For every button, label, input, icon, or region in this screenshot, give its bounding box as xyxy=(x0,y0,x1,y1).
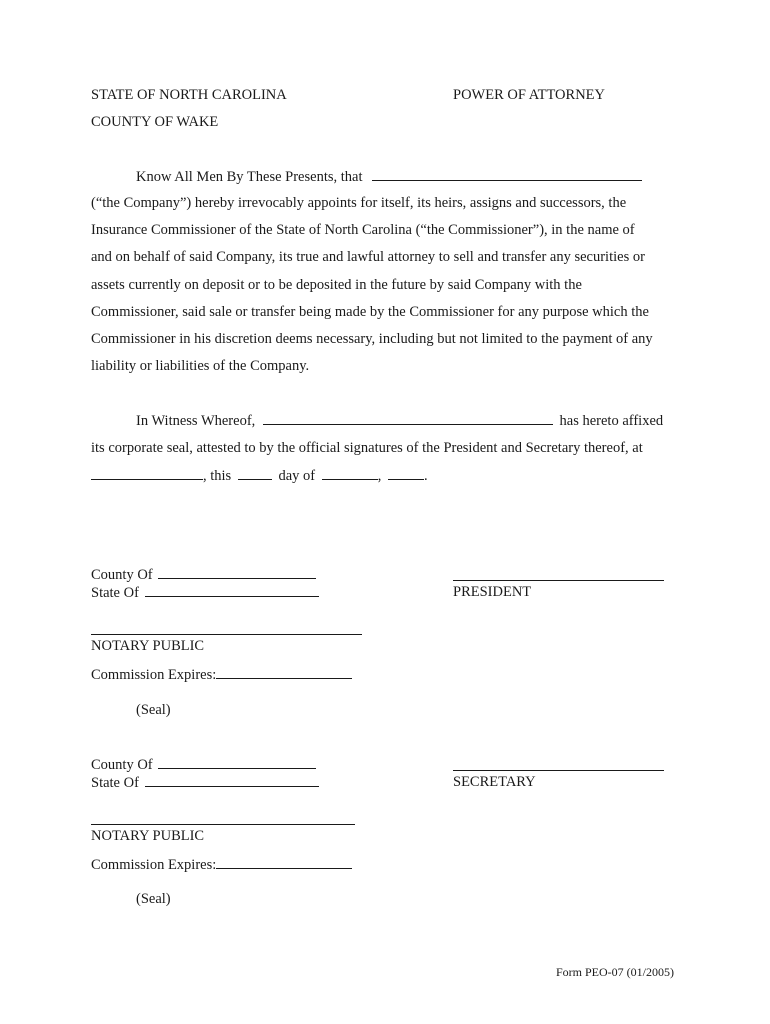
president-label: PRESIDENT xyxy=(453,584,532,600)
day-blank[interactable] xyxy=(238,466,272,480)
witness-intro: In Witness Whereof, xyxy=(136,413,256,429)
comma-text: , xyxy=(377,468,382,484)
form-id: Form PEO-07 (01/2005) xyxy=(556,965,674,979)
commission-label-2: Commission Expires: xyxy=(91,857,217,873)
period-text: . xyxy=(423,468,428,484)
paragraph1-line: and on behalf of said Company, its true and lawful attorney to sell and transfer any securities or xyxy=(91,249,645,266)
location-blank[interactable] xyxy=(91,466,203,480)
state-of-label-2: State Of xyxy=(91,775,139,791)
county-of-blank-2[interactable] xyxy=(158,755,316,769)
state-of-label-1: State Of xyxy=(91,585,139,601)
witness-after-blank: has hereto affixed xyxy=(559,413,664,429)
paragraph1-body xyxy=(91,194,691,384)
state-of-blank-2[interactable] xyxy=(145,773,319,787)
document-title: POWER OF ATTORNEY xyxy=(453,87,605,103)
commission-label-1: Commission Expires: xyxy=(91,667,217,683)
paragraph1-line: liability or liabilities of the Company. xyxy=(91,358,310,375)
county-heading: COUNTY OF WAKE xyxy=(91,114,219,130)
paragraph1-intro-text: Know All Men By These Presents, that xyxy=(136,169,363,185)
notary-signature-line-2[interactable] xyxy=(91,824,355,825)
paragraph1-line: Insurance Commissioner of the State of North Carolina (“the Commissioner”), in the name of xyxy=(91,222,635,239)
company-name-blank[interactable] xyxy=(372,167,642,181)
paragraph1-line: Commissioner in his discretion deems necessary, including but not limited to the payment of any xyxy=(91,330,653,347)
seal-label-2: (Seal) xyxy=(136,891,171,907)
secretary-signature-line[interactable] xyxy=(453,770,664,771)
state-of-field-2 xyxy=(91,773,319,792)
secretary-label: SECRETARY xyxy=(453,774,536,790)
president-signature-line[interactable] xyxy=(453,580,664,581)
state-of-blank-1[interactable] xyxy=(145,583,319,597)
commission-field-2 xyxy=(91,855,352,874)
witness-name-blank[interactable] xyxy=(263,411,553,425)
paragraph1-line: (“the Company”) hereby irrevocably appoints for itself, its heirs, assigns and successors, the xyxy=(91,195,627,211)
day-of-text: day of xyxy=(278,468,316,484)
notary-public-label-2: NOTARY PUBLIC xyxy=(91,828,205,844)
county-of-blank-1[interactable] xyxy=(158,565,316,579)
notary-signature-line-1[interactable] xyxy=(91,634,362,635)
county-of-field-1 xyxy=(91,565,316,584)
county-of-label-1: County Of xyxy=(91,567,153,583)
paragraph1-line: assets currently on deposit or to be deposited in the future by said Company with the xyxy=(91,276,582,293)
paragraph1-line: Commissioner, said sale or transfer being made by the Commissioner for any purpose which the xyxy=(91,303,649,320)
commission-blank-1[interactable] xyxy=(216,665,352,679)
county-of-field-2 xyxy=(91,755,316,774)
commission-field-1 xyxy=(91,665,352,684)
paragraph1-intro xyxy=(136,167,642,186)
witness-date-line xyxy=(91,466,428,485)
notary-public-label-1: NOTARY PUBLIC xyxy=(91,638,205,654)
commission-blank-2[interactable] xyxy=(216,855,352,869)
year-blank[interactable] xyxy=(388,466,424,480)
state-of-field-1 xyxy=(91,583,319,602)
month-blank[interactable] xyxy=(322,466,378,480)
county-of-label-2: County Of xyxy=(91,757,153,773)
state-heading: STATE OF NORTH CAROLINA xyxy=(91,87,287,103)
witness-line-2: its corporate seal, attested to by the official signatures of the President and Secretary thereof, at xyxy=(91,440,643,456)
witness-line xyxy=(136,411,663,430)
this-text: , this xyxy=(203,468,232,484)
seal-label-1: (Seal) xyxy=(136,702,171,718)
